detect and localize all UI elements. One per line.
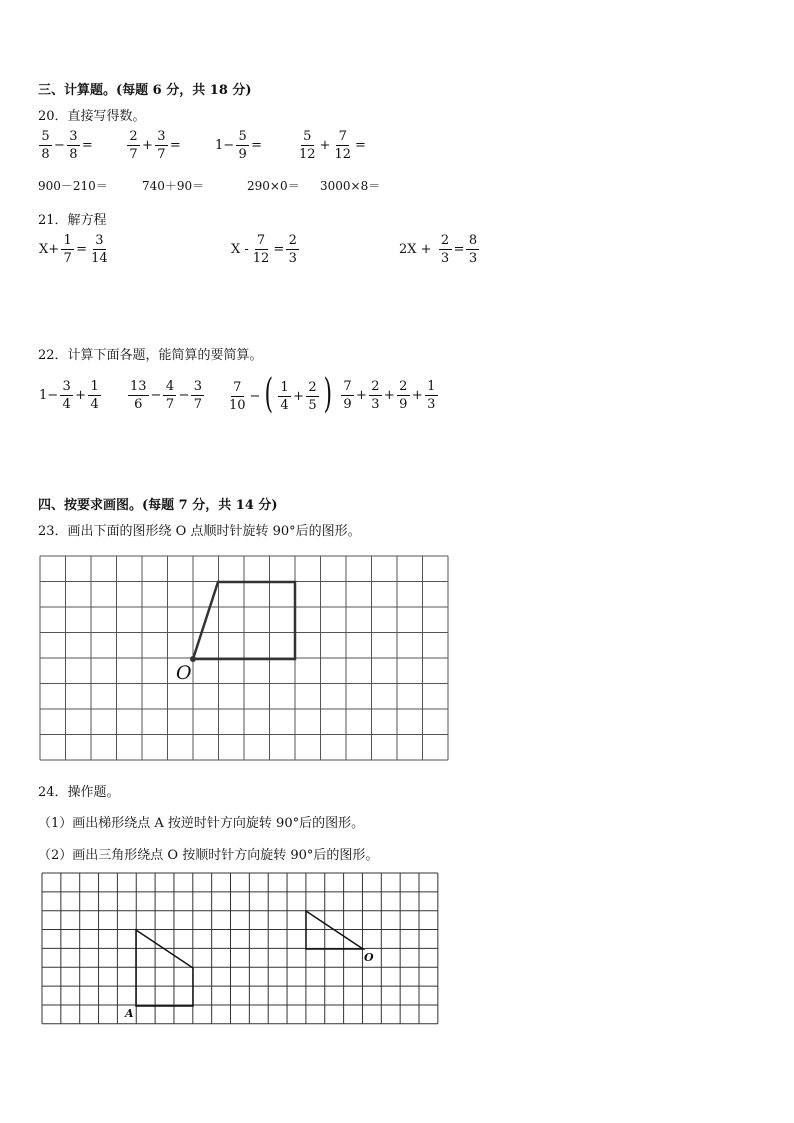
- q23-figure: [40, 556, 448, 762]
- q24-label-o: O: [364, 951, 374, 964]
- q24-trapezoid: [136, 930, 193, 1006]
- q21-eq-3: 2X + $\frac{2}{3}$ = $\frac{8}{3}$: [398, 234, 480, 265]
- section3-title: 三、计算题。(每题 6 分，共 18 分): [38, 83, 252, 98]
- q20-expr-3: 1− $\frac{5}{9}$ =: [215, 129, 263, 162]
- q24-prompt: 24．操作题。: [38, 785, 120, 800]
- q21-eq-1: X+ $\frac{1}{7}$ = $\frac{3}{14}$: [39, 233, 108, 266]
- q23-label-o: O: [176, 662, 192, 684]
- q20-calc-1: 900－210＝: [38, 179, 108, 193]
- q21-prompt: 21．解方程: [38, 213, 107, 228]
- q20-expr-2: $\frac{2}{7}$ + $\frac{3}{7}$ =: [126, 130, 182, 161]
- q24-label-a: A: [125, 1007, 134, 1020]
- q22-expr-1: 1− $\frac{3}{4}$ + $\frac{1}{4}$: [38, 380, 102, 411]
- q24-sub2: （2）画出三角形绕点 O 按顺时针方向旋转 90°后的图形。: [38, 848, 379, 863]
- section4-title: 四、按要求画图。(每题 7 分，共 14 分): [38, 498, 278, 513]
- q24-triangle: [306, 911, 363, 949]
- q22-expr-3: $\frac{7}{10}$ − ( $\frac{1}{4}$ + $\frac{2}{5}$ ): [229, 371, 333, 417]
- q20-prompt: 20．直接写得数。: [38, 109, 146, 124]
- q23-trapezoid: [193, 582, 295, 659]
- q23-prompt: 23．画出下面的图形绕 O 点顺时针旋转 90°后的图形。: [38, 524, 361, 539]
- q24-figures: [42, 873, 438, 1025]
- q21-eq-2: X - $\frac{7}{12}$ = $\frac{2}{3}$: [230, 234, 300, 265]
- q20-expr-4: $\frac{5}{12}$ + $\frac{7}{12}$ =: [299, 129, 366, 162]
- q22-expr-4: $\frac{7}{9}$ + $\frac{2}{3}$ + $\frac{2}{9}$ + $\frac{1}{3}$: [340, 380, 439, 411]
- q20-calc-3: 290×0＝: [247, 179, 300, 193]
- q20-expr-1: $\frac{5}{8}$ − $\frac{3}{8}$ =: [38, 130, 94, 161]
- q20-calc-2: 740＋90＝: [142, 179, 205, 193]
- q22-prompt: 22．计算下面各题，能简算的要简算。: [38, 348, 263, 363]
- q24-sub1: （1）画出梯形绕点 A 按逆时针方向旋转 90°后的图形。: [38, 816, 365, 831]
- q22-expr-2: $\frac{13}{6}$ − $\frac{4}{7}$ − $\frac{3}{7}$: [127, 380, 205, 411]
- q20-calc-4: 3000×8＝: [320, 179, 381, 193]
